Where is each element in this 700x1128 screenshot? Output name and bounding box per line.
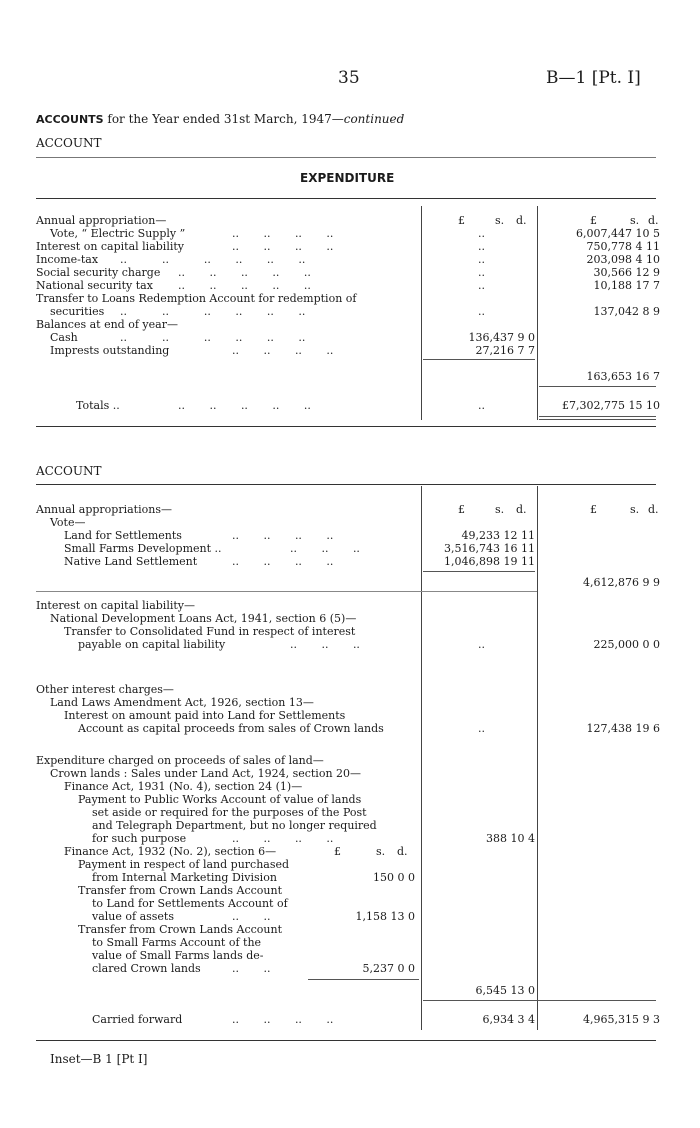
row-balances-subtotal: 163,653 16 7 [586,370,660,383]
row-annual-appropriation: Annual appropriation— [36,214,167,227]
payment-public-works: Payment to Public Works Account of value of lands [78,793,362,806]
s2-col-pounds-2: £ [590,503,597,516]
inner-line-1: Payment in respect of land purchased [78,858,290,871]
inner-line-3: Transfer from Crown Lands Account [78,884,282,897]
account-label-2: ACCOUNT [36,464,102,478]
telegraph-line: and Telegraph Department, but no longer required [92,819,377,832]
inner-value-1: 150 0 0 [373,871,415,884]
inner-col-pounds: £ [334,845,341,858]
account-capital-proceeds: Account as capital proceeds from sales of Crown lands [78,722,384,735]
col-header-pence-2: d. [648,214,659,227]
land-for-settlements: Land for Settlements [64,529,182,542]
row-interest-capital-c1: .. [478,240,485,253]
s2-col-shillings-2: s. [630,503,640,516]
totals-c2: £7,302,775 15 10 [562,399,660,412]
account-capital-proceeds-c1: .. [478,722,485,735]
row-interest-capital-c2: 750,778 4 11 [586,240,660,253]
finance-act-1932: Finance Act, 1932 (No. 2), section 6— [64,845,277,858]
row-balances: Balances at end of year— [36,318,178,331]
row-national-security-c1: .. [478,279,485,292]
inner-line-8: value of Small Farms lands de- [92,949,264,962]
inner-line-6: Transfer from Crown Lands Account [78,923,282,936]
set-aside-line: set aside or required for the purposes of the Post [92,806,367,819]
s2-col-pounds-1: £ [458,503,465,516]
row-imprests: Imprests outstanding [50,344,170,357]
small-farms-development-value: 3,516,743 16 11 [444,542,535,555]
small-farms-development: Small Farms Development .. [64,542,222,555]
account-label: ACCOUNT [36,136,102,150]
document-reference: B—1 [Pt. I] [546,68,641,88]
vote-label: Vote— [50,516,86,529]
payable-capital-c2: 225,000 0 0 [593,638,660,651]
finance-act-1931: Finance Act, 1931 (No. 4), section 24 (1)— [64,780,303,793]
totals-label: Totals .. [76,399,120,412]
col-header-shillings-1: s. [495,214,505,227]
row-vote-electric-supply-c1: .. [478,227,485,240]
row-vote-electric-supply: Vote, “ Electric Supply ” [50,227,186,240]
interest-amount-paid: Interest on amount paid into Land for Settlements [64,709,346,722]
row-cash-c1: 136,437 9 0 [468,331,535,344]
payable-capital: payable on capital liability [78,638,226,651]
row-interest-capital: Interest on capital liability [36,240,184,253]
land-for-settlements-value: 49,233 12 11 [461,529,535,542]
row-transfer-loans: Transfer to Loans Redemption Account for redemption of [36,292,357,305]
transfer-consolidated: Transfer to Consolidated Fund in respect of interest [64,625,356,638]
row-securities-c1: .. [478,305,485,318]
col-header-pence-1: d. [516,214,527,227]
inner-value-3: 5,237 0 0 [362,962,415,975]
inner-line-4: to Land for Settlements Account of [92,897,288,910]
col-header-pounds-2: £ [590,214,597,227]
s2-col-pence-1: d. [516,503,527,516]
row-securities-c2: 137,042 8 9 [593,305,660,318]
s2-col-shillings-1: s. [495,503,505,516]
proceeds-subtotal-c1: 6,545 13 0 [475,984,535,997]
row-social-security-c2: 30,566 12 9 [593,266,660,279]
inner-line-2: from Internal Marketing Division [92,871,277,884]
native-land-settlement-value: 1,046,898 19 11 [444,555,535,568]
carried-forward-label: Carried forward [92,1013,183,1026]
appropriations-subtotal: 4,612,876 9 9 [583,576,660,589]
annual-appropriations: Annual appropriations— [36,503,172,516]
land-laws-amendment: Land Laws Amendment Act, 1926, section 13— [50,696,314,709]
inset-footer: Inset—B 1 [Pt I] [50,1052,148,1066]
section-title-expenditure: EXPENDITURE [300,171,395,185]
inner-line-7: to Small Farms Account of the [92,936,262,949]
inner-line-9: clared Crown lands [92,962,201,975]
row-cash: Cash [50,331,78,344]
such-purpose-c1: 388 10 4 [486,832,535,845]
account-capital-proceeds-c2: 127,438 19 6 [586,722,660,735]
row-social-security: Social security charge [36,266,161,279]
row-social-security-c1: .. [478,266,485,279]
page-number: 35 [338,68,360,88]
inner-value-2: 1,158 13 0 [355,910,415,923]
crown-lands-sales: Crown lands : Sales under Land Act, 1924, section 20— [50,767,362,780]
accounts-title: ACCOUNTS for the Year ended 31st March, 1947—continued [36,112,405,126]
such-purpose-line: for such purpose [92,832,187,845]
row-vote-electric-supply-c2: 6,007,447 10 5 [576,227,660,240]
inner-col-pence: d. [397,845,408,858]
row-income-tax-c2: 203,098 4 10 [586,253,660,266]
s2-col-pence-2: d. [648,503,659,516]
inner-col-shillings: s. [376,845,386,858]
carried-forward-c1: 6,934 3 4 [482,1013,535,1026]
row-securities: securities [50,305,105,318]
other-interest-heading: Other interest charges— [36,683,174,696]
row-national-security: National security tax [36,279,153,292]
interest-capital-heading: Interest on capital liability— [36,599,195,612]
expenditure-proceeds-heading: Expenditure charged on proceeds of sales of land— [36,754,324,767]
native-land-settlement: Native Land Settlement [64,555,198,568]
row-income-tax: Income-tax [36,253,99,266]
row-national-security-c2: 10,188 17 7 [593,279,660,292]
carried-forward-c2: 4,965,315 9 3 [583,1013,660,1026]
row-imprests-c1: 27,216 7 7 [475,344,535,357]
col-header-pounds-1: £ [458,214,465,227]
col-header-shillings-2: s. [630,214,640,227]
row-income-tax-c1: .. [478,253,485,266]
totals-c1: .. [478,399,485,412]
national-development-loans: National Development Loans Act, 1941, section 6 (5)— [50,612,357,625]
payable-capital-c1: .. [478,638,485,651]
inner-line-5: value of assets [92,910,174,923]
